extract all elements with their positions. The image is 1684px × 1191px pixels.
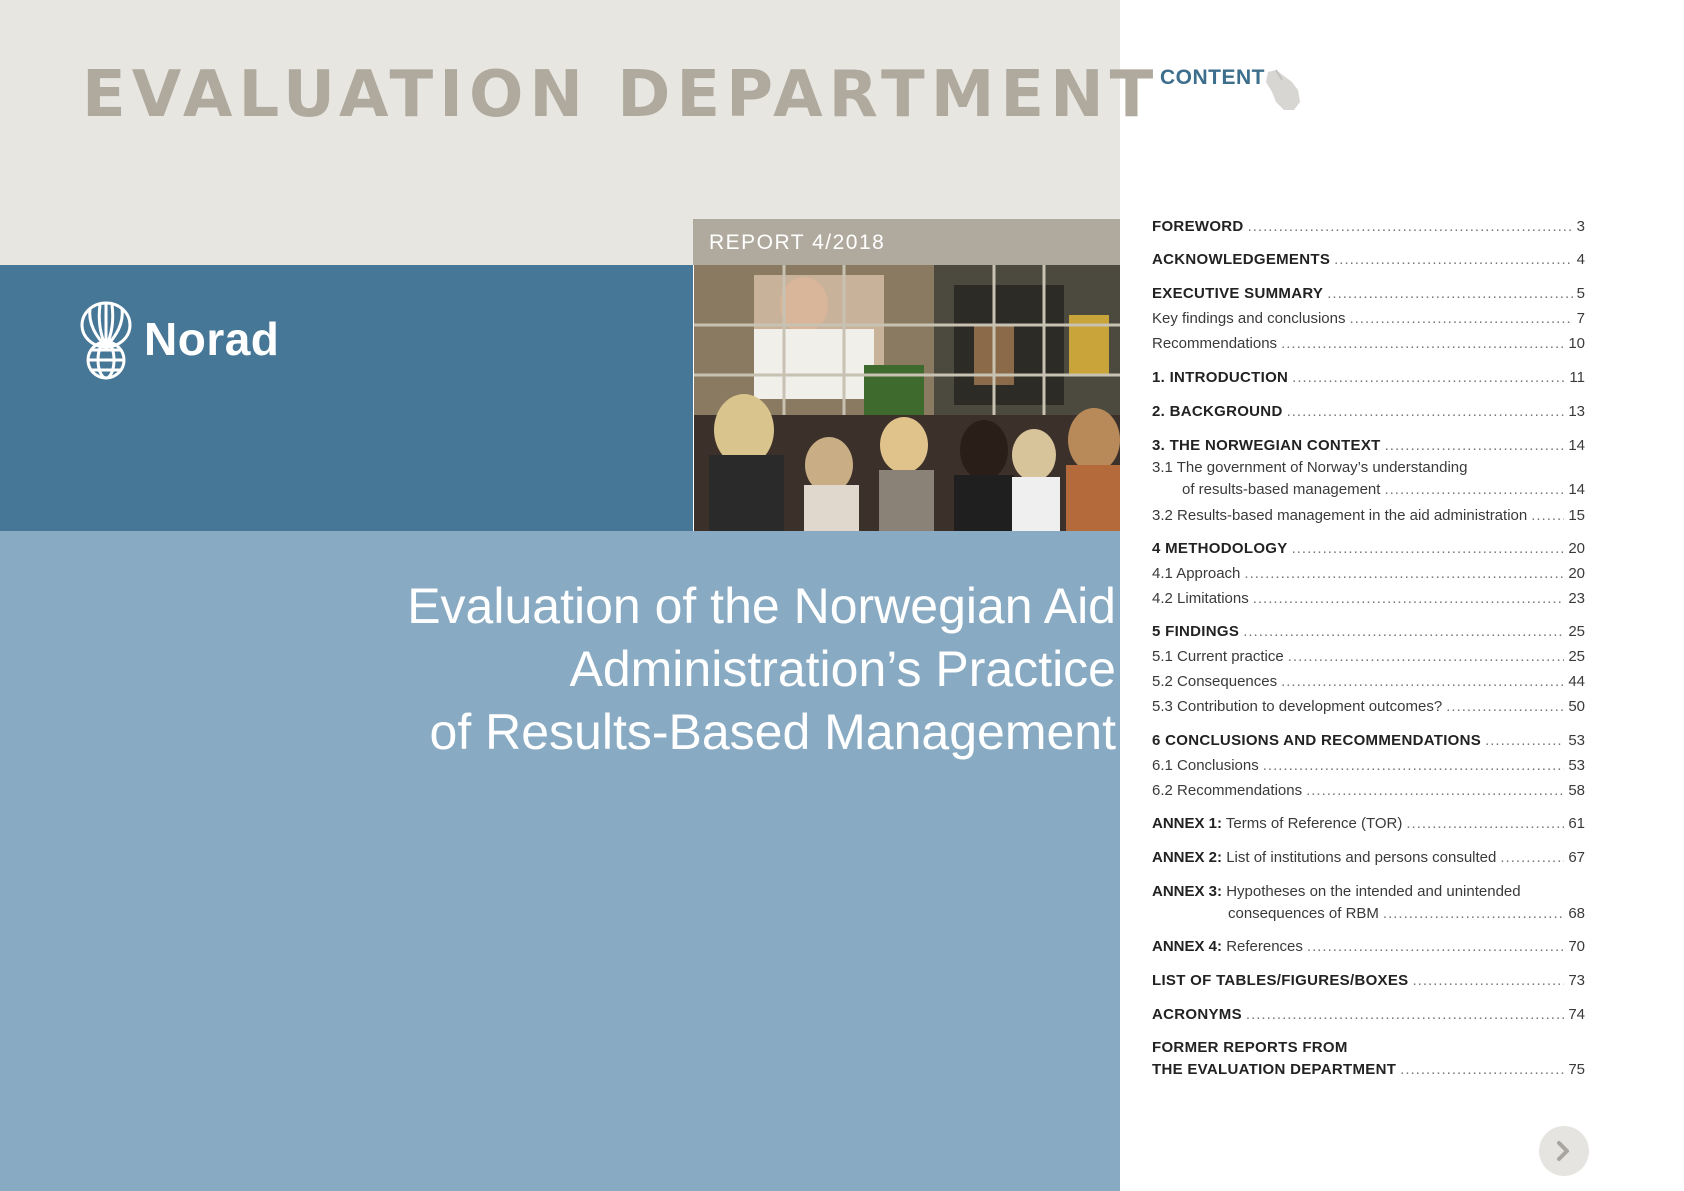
- toc-item-6-2[interactable]: 6.2 Recommendations ..... 58: [1152, 782, 1585, 804]
- report-tag: [693, 219, 1120, 265]
- toc-item-6-1[interactable]: 6.1 Conclusions ..... 53: [1152, 757, 1585, 779]
- document-title: [216, 575, 1116, 764]
- document-title-line: of Results-Based Management: [429, 704, 1116, 760]
- toc-item-executive-summary[interactable]: EXECUTIVE SUMMARY ..... 5: [1152, 285, 1585, 307]
- chevron-right-icon: [1555, 1140, 1573, 1162]
- toc-item-key-findings[interactable]: Key findings and conclusions ..... 7: [1152, 310, 1585, 332]
- toc-item-4-2[interactable]: 4.2 Limitations ..... 23: [1152, 590, 1585, 612]
- toc-item-acronyms[interactable]: ACRONYMS ..... 74: [1152, 1006, 1585, 1028]
- toc-item-recommendations[interactable]: Recommendations ..... 10: [1152, 335, 1585, 357]
- toc-item-annex-2[interactable]: ANNEX 2: List of institutions and persons consulted ..... 67: [1152, 849, 1585, 871]
- toc-item-norwegian-context[interactable]: 3. THE NORWEGIAN CONTEXT ..... 14: [1152, 437, 1585, 459]
- toc-item-annex-4[interactable]: ANNEX 4: References ..... 70: [1152, 938, 1585, 960]
- norad-wordmark: Norad: [144, 313, 280, 365]
- cover-photo: [694, 265, 1120, 531]
- next-page-button[interactable]: [1539, 1126, 1589, 1176]
- department-title: EVALUATION DEPARTMENT: [82, 58, 1160, 132]
- toc-item-5-3[interactable]: 5.3 Contribution to development outcomes? ..... 50: [1152, 698, 1585, 720]
- norad-globe-icon: [78, 300, 134, 380]
- toc-item-acknowledgements[interactable]: ACKNOWLEDGEMENTS ..... 4: [1152, 251, 1585, 273]
- toc-item-3-1[interactable]: 3.1 The government of Norway’s understanding: [1152, 459, 1468, 476]
- toc-item-annex-3-cont[interactable]: consequences of RBM ..... 68: [1152, 905, 1585, 927]
- toc-item-5-2[interactable]: 5.2 Consequences ..... 44: [1152, 673, 1585, 695]
- toc-item-5-1[interactable]: 5.1 Current practice ..... 25: [1152, 648, 1585, 670]
- toc-item-findings[interactable]: 5 FINDINGS ..... 25: [1152, 623, 1585, 645]
- table-of-contents: [1152, 0, 1585, 1191]
- toc-item-methodology[interactable]: 4 METHODOLOGY ..... 20: [1152, 540, 1585, 562]
- toc-item-3-1-cont[interactable]: of results-based management ..... 14: [1152, 481, 1585, 503]
- report-number: REPORT 4/2018: [709, 231, 886, 254]
- toc-item-list-of-tables[interactable]: LIST OF TABLES/FIGURES/BOXES ..... 73: [1152, 972, 1585, 994]
- toc-item-annex-3[interactable]: ANNEX 3: Hypotheses on the intended and unintended: [1152, 883, 1521, 900]
- toc-item-former-reports-cont[interactable]: THE EVALUATION DEPARTMENT ..... 75: [1152, 1061, 1585, 1083]
- toc-item-foreword[interactable]: FOREWORD ..... 3: [1152, 218, 1585, 240]
- content-link[interactable]: CONTENT: [1160, 66, 1265, 89]
- document-title-line: Evaluation of the Norwegian Aid: [407, 578, 1116, 634]
- document-title-line: Administration’s Practice: [569, 641, 1116, 697]
- toc-item-introduction[interactable]: 1. INTRODUCTION ..... 11: [1152, 369, 1585, 391]
- toc-item-annex-1[interactable]: ANNEX 1: Terms of Reference (TOR) ..... 61: [1152, 815, 1585, 837]
- toc-item-background[interactable]: 2. BACKGROUND ..... 13: [1152, 403, 1585, 425]
- toc-item-conclusions-recommendations[interactable]: 6 CONCLUSIONS AND RECOMMENDATIONS ..... 53: [1152, 732, 1585, 754]
- toc-item-4-1[interactable]: 4.1 Approach ..... 20: [1152, 565, 1585, 587]
- toc-item-3-2[interactable]: 3.2 Results-based management in the aid administration ..... 15: [1152, 507, 1585, 529]
- toc-item-former-reports[interactable]: FORMER REPORTS FROM: [1152, 1039, 1348, 1056]
- title-band: [0, 531, 1120, 1191]
